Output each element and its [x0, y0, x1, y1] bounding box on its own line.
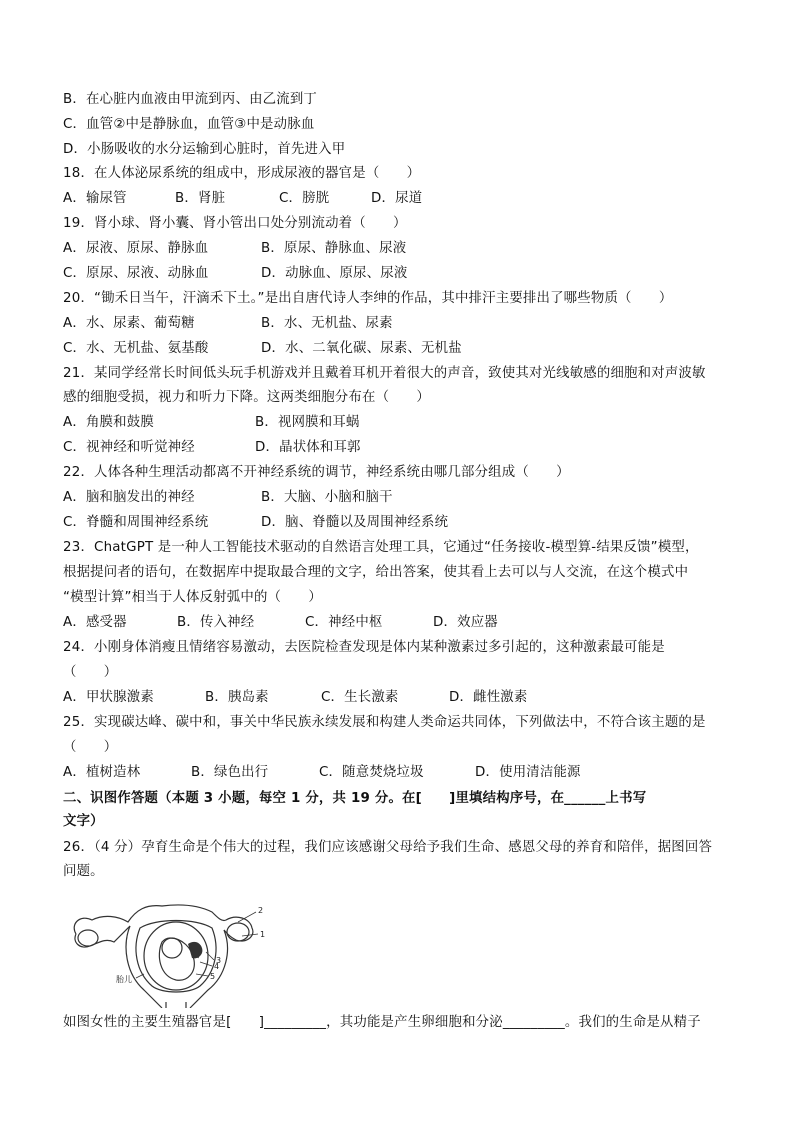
q26-stem-line2: 问题。	[63, 864, 104, 879]
q19-option-d: D．动脉血、原尿、尿液	[261, 266, 408, 281]
fig-label-5: 5	[210, 972, 216, 981]
q24-stem-line2: （ ）	[63, 665, 118, 680]
q23-option-b: B．传入神经	[177, 615, 255, 630]
q17-option-b: B．在心脏内血液由甲流到丙、由乙流到丁	[63, 92, 318, 107]
fig-label-4: 4	[214, 962, 220, 971]
q24-option-b: B．胰岛素	[205, 690, 269, 705]
q23-option-a: A．感受器	[63, 615, 127, 630]
q26-answer-line: 如图女性的主要生殖器官是[ ]_________，其功能是产生卵细胞和分泌_________。我们的生命是从精子	[63, 1015, 701, 1030]
q24-option-c: C．生长激素	[321, 690, 399, 705]
q20-option-b: B．水、无机盐、尿素	[261, 316, 393, 331]
q24-options	[63, 688, 527, 708]
q24-stem-line1: 24．小刚身体消瘦且情绪容易激动，去医院检查发现是体内某种激素过多引起的，这种激素最可能是	[63, 640, 665, 655]
q21-stem-line2: 感的细胞受损，视力和听力下降。这两类细胞分布在（ ）	[63, 390, 430, 405]
q24-option-d: D．雌性激素	[449, 690, 528, 705]
fig-label-2: 2	[258, 906, 264, 915]
q19-options-row1	[63, 239, 406, 259]
fig-label-3: 3	[216, 956, 222, 965]
q22-option-b: B．大脑、小脑和脑干	[261, 490, 393, 505]
q21-option-c: C．视神经和听觉神经	[63, 440, 195, 455]
q23-option-d: D．效应器	[433, 615, 498, 630]
q18-option-a: A．输尿管	[63, 191, 127, 206]
q25-option-b: B．绿色出行	[191, 765, 269, 780]
q25-stem-line1: 25．实现碳达峰、碳中和，事关中华民族永续发展和构建人类命运共同体，下列做法中，不符合该主题的是	[63, 715, 706, 730]
q20-stem: 20．“锄禾日当午，汗滴禾下土。”是出自唐代诗人李绅的作品，其中排汗主要排出了哪些物质（ ）	[63, 291, 673, 306]
q21-option-a: A．角膜和鼓膜	[63, 415, 154, 430]
q23-options	[63, 613, 498, 633]
q19-option-b: B．原尿、静脉血、尿液	[261, 241, 407, 256]
q18-option-c: C．膀胱	[279, 191, 330, 206]
q21-options-row2	[63, 438, 361, 458]
q23-stem-line3: “模型计算”相当于人体反射弧中的（ ）	[63, 590, 322, 605]
q21-option-d: D．晶状体和耳郭	[255, 440, 361, 455]
q20-options-row1	[63, 314, 393, 334]
q20-option-d: D．水、二氧化碳、尿素、无机盐	[261, 341, 462, 356]
q23-option-c: C．神经中枢	[305, 615, 383, 630]
q18-option-d: D．尿道	[371, 191, 423, 206]
q25-stem-line2: （ ）	[63, 740, 118, 755]
q25-option-d: D．使用清洁能源	[475, 765, 581, 780]
q23-stem-line1: 23．ChatGPT 是一种人工智能技术驱动的自然语言处理工具，它通过“任务接收-模型算-结果反馈”模型，	[63, 540, 699, 555]
q20-options-row2	[63, 339, 462, 359]
q19-option-c: C．原尿、尿液、动脉血	[63, 266, 209, 281]
fig-label-fetus: 胎儿	[116, 975, 132, 984]
q19-option-a: A．尿液、原尿、静脉血	[63, 241, 209, 256]
q22-option-c: C．脊髓和周围神经系统	[63, 515, 209, 530]
q18-options	[63, 189, 422, 209]
q20-option-c: C．水、无机盐、氨基酸	[63, 341, 209, 356]
q26-stem-line1: 26．（4 分）孕育生命是个伟大的过程，我们应该感谢父母给予我们生命、感恩父母的养育和陪伴，据图回答	[63, 840, 713, 855]
q20-option-a: A．水、尿素、葡萄糖	[63, 316, 195, 331]
q18-stem: 18．在人体泌尿系统的组成中，形成尿液的器官是（ ）	[63, 166, 421, 181]
q22-stem: 22．人体各种生理活动都离不开神经系统的调节，神经系统由哪几部分组成（ ）	[63, 465, 570, 480]
q18-option-b: B．肾脏	[175, 191, 226, 206]
q22-option-d: D．脑、脊髓以及周围神经系统	[261, 515, 449, 530]
q17-option-d: D．小肠吸收的水分运输到心脏时，首先进入甲	[63, 142, 346, 157]
q22-options-row1	[63, 488, 393, 508]
q21-option-b: B．视网膜和耳蜗	[255, 415, 360, 430]
q23-stem-line2: 根据提问者的语句，在数据库中提取最合理的文字，给出答案，使其看上去可以与人交流，在这个模式中	[63, 565, 689, 580]
q19-stem: 19．肾小球、肾小囊、肾小管出口处分别流动着（ ）	[63, 216, 407, 231]
q17-option-c: C．血管②中是静脉血，血管③中是动脉血	[63, 117, 315, 132]
q25-options	[63, 763, 581, 783]
q21-stem-line1: 21．某同学经常长时间低头玩手机游戏并且戴着耳机开着很大的声音，致使其对光线敏感的细胞和对声波敏	[63, 366, 706, 381]
section-2-heading: 二、识图作答题（本题 3 小题，每空 1 分，共 19 分。在[ ]里填结构序号，在______上书写	[63, 791, 647, 806]
q22-options-row2	[63, 513, 448, 533]
q25-option-a: A．植树造林	[63, 765, 141, 780]
q25-option-c: C．随意焚烧垃圾	[319, 765, 424, 780]
uterus-fetus-diagram	[66, 896, 296, 1008]
q19-options-row2	[63, 264, 407, 284]
q22-option-a: A．脑和脑发出的神经	[63, 490, 195, 505]
q24-option-a: A．甲状腺激素	[63, 690, 154, 705]
fig-label-1: 1	[260, 930, 266, 939]
q21-options-row1	[63, 413, 360, 433]
section-2-heading-cont: 文字）	[63, 814, 104, 829]
